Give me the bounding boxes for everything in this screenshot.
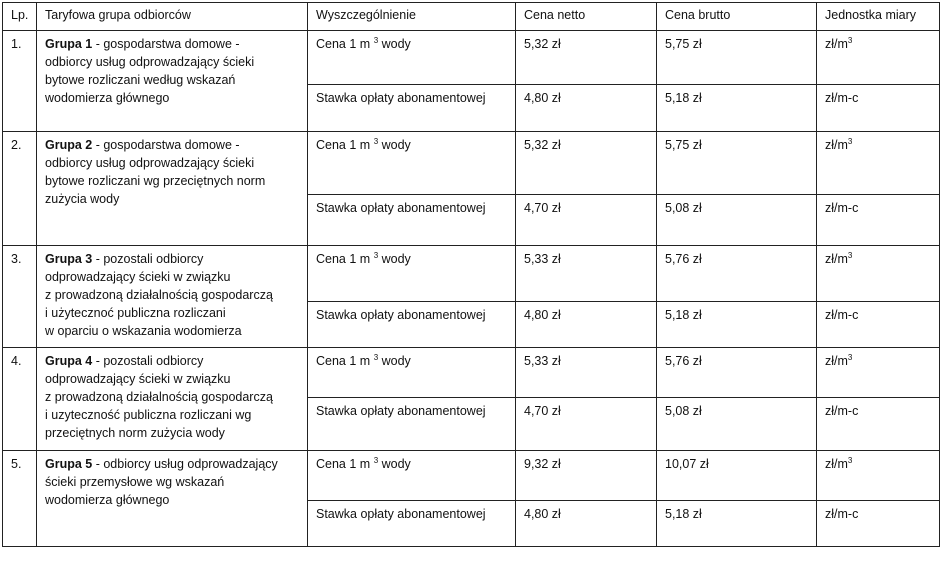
table-row	[3, 132, 940, 195]
gross-price: 10,07 zł	[657, 451, 817, 501]
gross-price: 5,08 zł	[657, 195, 817, 246]
group-description	[37, 246, 308, 348]
unit-superscript: 3	[847, 136, 853, 146]
gross-price: 5,75 zł	[657, 132, 817, 195]
price-item	[308, 398, 516, 451]
group-description-line: wodomierza głównego	[45, 493, 170, 507]
unit-of-measure	[817, 501, 940, 547]
price-item	[308, 31, 516, 85]
unit-of-measure	[817, 85, 940, 132]
group-description-line: w oparciu o wskazania wodomierza	[45, 324, 242, 338]
gross-price: 5,08 zł	[657, 398, 817, 451]
net-price: 5,33 zł	[516, 246, 657, 302]
header-net-price: Cena netto	[516, 3, 657, 31]
price-item-suffix: wody	[378, 354, 411, 368]
unit-of-measure	[817, 246, 940, 302]
unit-superscript: 3	[847, 250, 853, 260]
net-price: 4,80 zł	[516, 85, 657, 132]
price-item-suffix: wody	[378, 138, 411, 152]
group-description-line: z prowadzoną działalnością gospodarczą	[45, 390, 273, 404]
group-description-line: - pozostali odbiorcy	[92, 354, 204, 368]
gross-price: 5,18 zł	[657, 85, 817, 132]
unit-superscript: 3	[847, 455, 853, 465]
net-price: 4,70 zł	[516, 398, 657, 451]
gross-price: 5,75 zł	[657, 31, 817, 85]
net-price: 5,32 zł	[516, 31, 657, 85]
gross-price: 5,18 zł	[657, 302, 817, 348]
gross-price: 5,76 zł	[657, 246, 817, 302]
unit-of-measure	[817, 132, 940, 195]
net-price: 5,32 zł	[516, 132, 657, 195]
price-item	[308, 348, 516, 398]
group-description-line: przeciętnych norm zużycia wody	[45, 426, 225, 440]
group-description-line: - pozostali odbiorcy	[92, 252, 204, 266]
unit-label: zł/m-c	[825, 308, 859, 322]
price-item-suffix: wody	[378, 252, 411, 266]
unit-label: zł/m-c	[825, 507, 859, 521]
header-group: Taryfowa grupa odbiorców	[37, 3, 308, 31]
price-item-label: Cena 1 m	[316, 457, 371, 471]
net-price: 4,80 zł	[516, 501, 657, 547]
price-item	[308, 302, 516, 348]
group-name: Grupa 4	[45, 354, 93, 368]
unit-of-measure	[817, 398, 940, 451]
group-description-line: odbiorcy usług odprowadzający ścieki	[45, 55, 255, 69]
net-price: 9,32 zł	[516, 451, 657, 501]
group-description	[37, 451, 308, 547]
group-name: Grupa 3	[45, 252, 93, 266]
price-item	[308, 501, 516, 547]
price-item-label: Stawka opłaty abonamentowej	[316, 507, 486, 521]
group-description-line: z prowadzoną działalnością gospodarczą	[45, 288, 273, 302]
group-description-line: - gospodarstwa domowe -	[92, 138, 240, 152]
group-number: 5.	[3, 451, 37, 547]
unit-of-measure	[817, 451, 940, 501]
net-price: 5,33 zł	[516, 348, 657, 398]
price-item-superscript: 3	[373, 455, 379, 465]
header-row	[3, 3, 940, 31]
group-description-line: - odbiorcy usług odprowadzający	[92, 457, 278, 471]
price-item-label: Cena 1 m	[316, 252, 371, 266]
unit-label: zł/m-c	[825, 404, 859, 418]
group-description	[37, 132, 308, 246]
unit-superscript: 3	[847, 352, 853, 362]
group-name: Grupa 5	[45, 457, 93, 471]
group-description-line: bytowe rozliczani według wskazań	[45, 73, 236, 87]
price-item-label: Stawka opłaty abonamentowej	[316, 201, 486, 215]
price-item	[308, 132, 516, 195]
net-price: 4,80 zł	[516, 302, 657, 348]
group-description-line: wodomierza głównego	[45, 91, 170, 105]
header-unit: Jednostka miary	[817, 3, 940, 31]
price-item	[308, 195, 516, 246]
price-item-label: Cena 1 m	[316, 354, 371, 368]
price-item-label: Stawka opłaty abonamentowej	[316, 91, 486, 105]
table-row	[3, 451, 940, 501]
unit-of-measure	[817, 195, 940, 246]
group-description-line: i uzyteczność publiczna rozliczani wg	[45, 408, 252, 422]
gross-price: 5,76 zł	[657, 348, 817, 398]
unit-of-measure	[817, 302, 940, 348]
price-item-label: Stawka opłaty abonamentowej	[316, 404, 486, 418]
price-item-superscript: 3	[373, 352, 379, 362]
group-name: Grupa 1	[45, 37, 93, 51]
group-description-line: odbiorcy usług odprowadzający ścieki	[45, 156, 255, 170]
unit-of-measure	[817, 348, 940, 398]
group-description	[37, 348, 308, 451]
group-description-line: i użytecznoć publiczna rozliczani	[45, 306, 226, 320]
unit-label: zł/m	[825, 138, 848, 152]
price-item-suffix: wody	[378, 37, 411, 51]
price-item-suffix: wody	[378, 457, 411, 471]
gross-price: 5,18 zł	[657, 501, 817, 547]
tariff-table	[2, 2, 940, 547]
table-row	[3, 246, 940, 302]
net-price: 4,70 zł	[516, 195, 657, 246]
group-description-line: - gospodarstwa domowe -	[92, 37, 240, 51]
header-item: Wyszczególnienie	[308, 3, 516, 31]
group-description-line: odprowadzający ścieki w związku	[45, 372, 231, 386]
group-number: 2.	[3, 132, 37, 246]
group-number: 4.	[3, 348, 37, 451]
group-description-line: odprowadzający ścieki w związku	[45, 270, 231, 284]
header-gross-price: Cena brutto	[657, 3, 817, 31]
unit-label: zł/m	[825, 457, 848, 471]
unit-superscript: 3	[847, 35, 853, 45]
price-item-label: Cena 1 m	[316, 138, 371, 152]
tariff-body	[3, 31, 940, 547]
group-description	[37, 31, 308, 132]
group-description-line: bytowe rozliczani wg przeciętnych norm	[45, 174, 266, 188]
price-item	[308, 85, 516, 132]
price-item-superscript: 3	[373, 250, 379, 260]
header-lp: Lp.	[3, 3, 37, 31]
unit-label: zł/m-c	[825, 91, 859, 105]
group-description-line: zużycia wody	[45, 192, 120, 206]
price-item-label: Cena 1 m	[316, 37, 371, 51]
table-row	[3, 31, 940, 85]
price-item	[308, 246, 516, 302]
group-number: 1.	[3, 31, 37, 132]
unit-label: zł/m	[825, 354, 848, 368]
group-description-line: ścieki przemysłowe wg wskazań	[45, 475, 225, 489]
unit-label: zł/m	[825, 252, 848, 266]
table-row	[3, 348, 940, 398]
unit-of-measure	[817, 31, 940, 85]
price-item-label: Stawka opłaty abonamentowej	[316, 308, 486, 322]
group-number: 3.	[3, 246, 37, 348]
price-item	[308, 451, 516, 501]
unit-label: zł/m-c	[825, 201, 859, 215]
price-item-superscript: 3	[373, 35, 379, 45]
group-name: Grupa 2	[45, 138, 93, 152]
unit-label: zł/m	[825, 37, 848, 51]
price-item-superscript: 3	[373, 136, 379, 146]
